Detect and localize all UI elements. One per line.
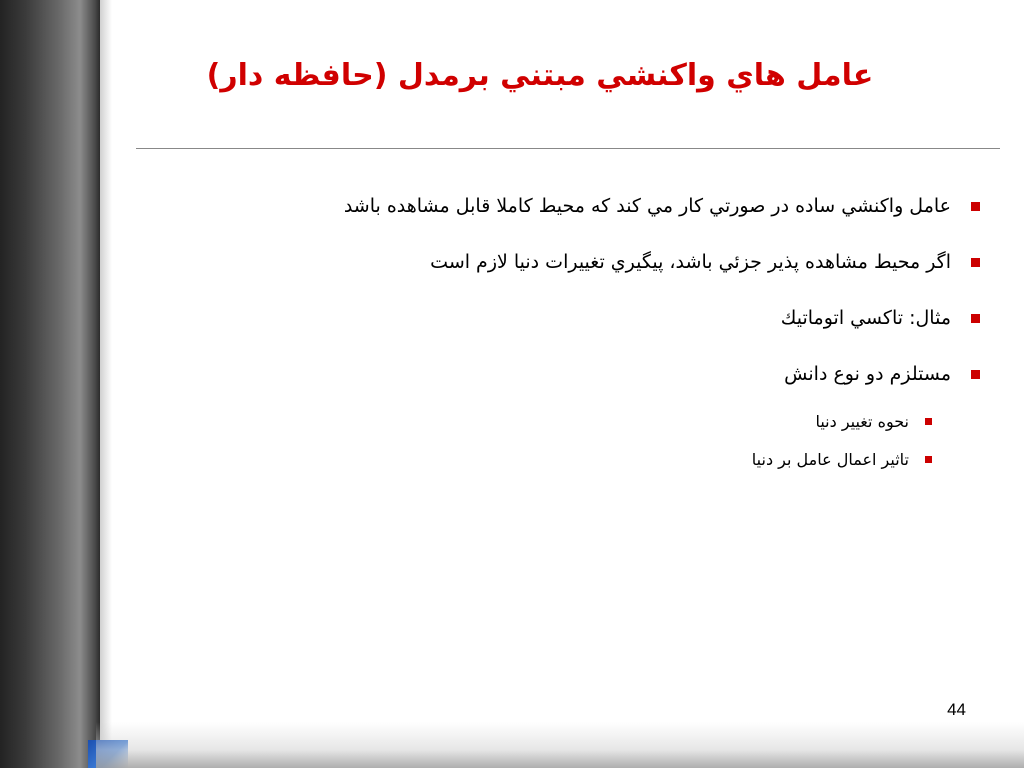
bullet-item xyxy=(150,234,980,290)
left-bar-shade xyxy=(100,0,112,768)
bullet-text: اگر محيط مشاهده پذير جزئي باشد، پيگيري تغييرات دنيا لازم است xyxy=(430,251,951,273)
sub-bullet-text: نحوه تغيير دنيا xyxy=(815,411,909,431)
bottom-shadow xyxy=(96,722,1024,768)
sub-bullet-item xyxy=(150,440,932,478)
bullet-item xyxy=(150,346,980,402)
bullet-text: مستلزم دو نوع دانش xyxy=(784,363,951,385)
square-bullet-icon xyxy=(971,370,980,379)
square-bullet-icon xyxy=(971,202,980,211)
bullet-item xyxy=(150,290,980,346)
square-sub-bullet-icon xyxy=(925,418,932,425)
square-bullet-icon xyxy=(971,314,980,323)
title-divider xyxy=(136,148,1000,149)
left-decorative-bar xyxy=(0,0,100,768)
bullet-text: مثال: تاكسي اتوماتيك xyxy=(780,307,951,329)
slide-title: عامل هاي واكنشي مبتني برمدل (حافظه دار) xyxy=(206,58,874,93)
bullet-item xyxy=(150,178,980,234)
sub-bullet-item xyxy=(150,402,932,440)
bullet-text: عامل واكنشي ساده در صورتي كار مي كند كه محيط كاملا قابل مشاهده باشد xyxy=(343,195,951,217)
square-sub-bullet-icon xyxy=(925,456,932,463)
square-bullet-icon xyxy=(971,258,980,267)
page-number: 44 xyxy=(947,700,966,719)
slide-content xyxy=(150,178,980,478)
sub-bullet-list xyxy=(150,402,932,478)
sub-bullet-text: تاثير اعمال عامل بر دنيا xyxy=(751,449,909,469)
